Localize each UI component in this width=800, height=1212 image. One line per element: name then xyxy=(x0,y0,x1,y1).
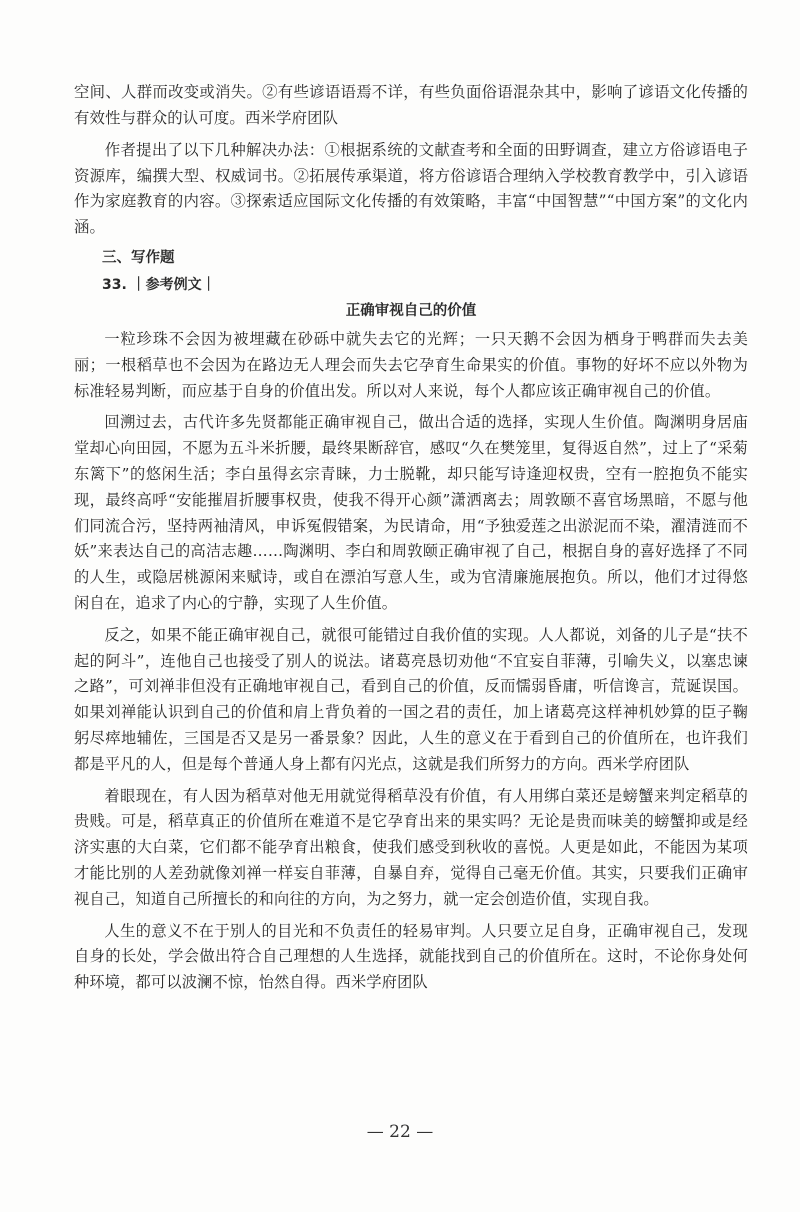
essay-paragraph-3: 反之，如果不能正确审视自己，就很可能错过自我价值的实现。人人都说，刘备的儿子是“扶不起的阿斗”，连他自己也接受了别人的说法。诸葛亮恳切劝他“不宜妄自菲薄，引喻失义，以塞忠谏之路”，可刘禅非但没有正确地审视自己，看到自己的价值，反而懦弱昏庸，听信谗言，荒诞误国。如果刘禅能认识到自己的价值和肩上背负着的一国之君的责任，加上诸葛亮这样神机妙算的臣子鞠躬尽瘁地辅佐，三国是否又是另一番景象？因此，人生的意义在于看到自己的价值所在，也许我们都是平凡的人，但是每个普通人身上都有闪光点，这就是我们所努力的方向。西米学府团队 xyxy=(74,625,748,773)
essay-paragraph-1: 一粒珍珠不会因为被埋藏在砂砾中就失去它的光辉；一只天鹅不会因为栖身于鸭群而失去美丽；一根稻草也不会因为在路边无人理会而失去它孕育生命果实的价值。事物的好坏不应以外物为标准轻易判断，而应基于自身的价值出发。所以对人来说，每个人都应该正确审视自己的价值。 xyxy=(74,330,748,400)
essay-paragraph-5: 人生的意义不在于别人的目光和不负责任的轻易审判。人只要立足自身，正确审视自己，发现自身的长处，学会做出符合自己理想的人生选择，就能找到自己的价值所在。这时，不论你身处何种环境，都可以波澜不惊，怡然自得。西米学府团队 xyxy=(74,921,748,992)
essay-title: 正确审视自己的价值 xyxy=(345,303,477,319)
essay-paragraph-4: 着眼现在，有人因为稻草对他无用就觉得稻草没有价值，有人用绑白菜还是螃蟹来判定稻草的贵贱。可是，稻草真正的价值所在难道不是它孕育出来的果实吗？无论是贵而味美的螃蟹抑或是经济实惠的大白菜，它们都不能孕育出粮食，使我们感受到秋收的喜悦。人更是如此，不能因为某项才能比别的人差劲就像刘禅一样妄自菲薄，自暴自弃，觉得自己毫无价值。其实，只要我们正确审视自己，知道自己所擅长的和向往的方向，为之努力，就一定会创造价值，实现自我。 xyxy=(74,786,748,908)
page-number: — 22 — xyxy=(366,1122,434,1142)
question-label: 33. ｜参考例文｜ xyxy=(102,277,216,293)
intro-continuation-paragraph: 空间、人群而改变或消失。②有些谚语语焉不详，有些负面俗语混杂其中，影响了谚语文化传播的有效性与群众的认可度。西米学府团队 xyxy=(74,83,748,127)
section-heading: 三、写作题 xyxy=(102,250,175,266)
essay-paragraph-2: 回溯过去，古代许多先贤都能正确审视自己，做出合适的选择，实现人生价值。陶渊明身居庙堂却心向田园，不愿为五斗米折腰，最终果断辞官，感叹“久在樊笼里，复得返自然”，过上了“采菊东篱下”的悠闲生活；李白虽得玄宗青睐，力士脱靴，却只能写诗逢迎权贵，空有一腔抱负不能实现，最终高呼“安能摧眉折腰事权贵，使我不得开心颜”潇洒离去；周敦颐不喜官场黑暗，不愿与他们同流合污，坚持两袖清风，申诉冤假错案，为民请命，用“予独爱莲之出淤泥而不染，濯清涟而不妖”来表达自己的高洁志趣……陶渊明、李白和周敦颐正确审视了自己，根据自身的喜好选择了不同的人生，或隐居桃源闲来赋诗，或自在漂泊写意人生，或为官清廉施展抱负。所以，他们才过得悠闲自在，追求了内心的宁静，实现了人生价值。 xyxy=(74,413,748,612)
solutions-paragraph: 作者提出了以下几种解决办法：①根据系统的文献查考和全面的田野调查，建立方俗谚语电子资源库，编撰大型、权威词书。②拓展传承渠道，将方俗谚语合理纳入学校教育教学中，引入谚语作为家庭教育的内容。③探索适应国际文化传播的有效策略，丰富“中国智慧”“中国方案”的文化内涵。 xyxy=(74,141,748,236)
